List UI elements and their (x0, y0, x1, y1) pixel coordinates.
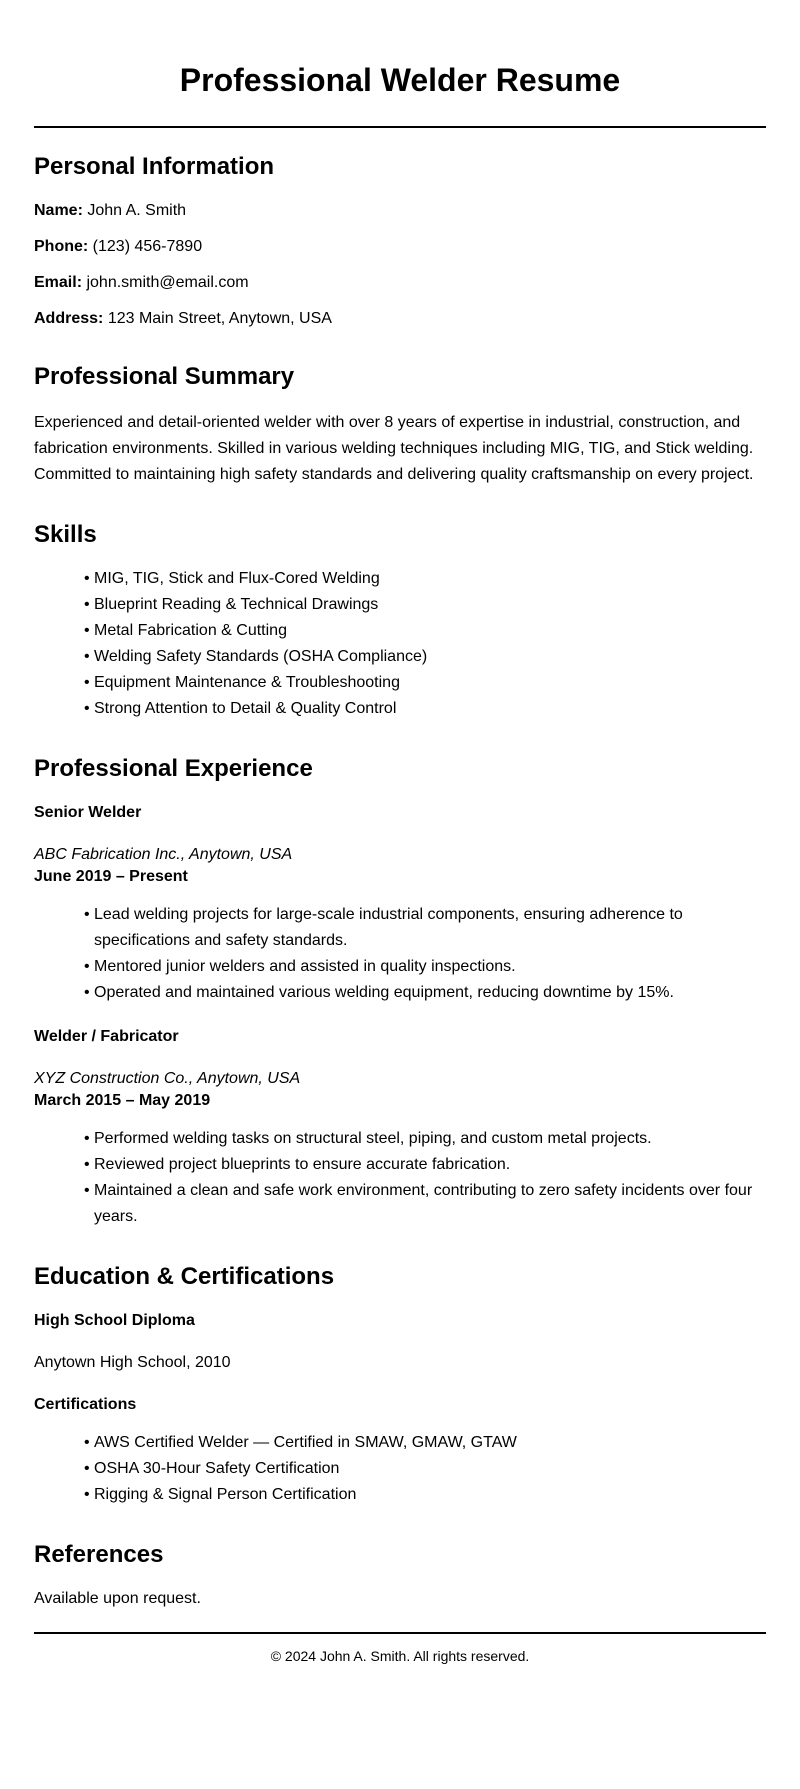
professional-experience-section (34, 754, 766, 1230)
job-title: Welder / Fabricator (34, 1028, 179, 1045)
references-text: Available upon request. (34, 1590, 201, 1607)
skills-heading: Skills (34, 521, 97, 548)
skills-list (34, 566, 766, 722)
certifications-list (34, 1430, 766, 1508)
skill-item: • MIG, TIG, Stick and Flux-Cored Welding (84, 566, 766, 592)
job-duties-list (34, 1126, 766, 1230)
job-entry (34, 802, 766, 1006)
skills-section (34, 520, 766, 722)
references-heading: References (34, 1541, 164, 1568)
skill-item: • Blueprint Reading & Technical Drawings (84, 592, 766, 618)
education-section (34, 1262, 766, 1508)
footer-divider (34, 1632, 766, 1634)
footer-copyright: © 2024 John A. Smith. All rights reserved. (270, 1648, 530, 1664)
job-duty-item: • Reviewed project blueprints to ensure accurate fabrication. (84, 1152, 766, 1178)
address-field (34, 308, 766, 330)
job-duty-item: • Mentored junior welders and assisted in quality inspections. (84, 954, 766, 980)
address-label: Address: (34, 310, 104, 327)
header-divider (34, 126, 766, 128)
name-field (34, 200, 766, 222)
job-duties-list (34, 902, 766, 1006)
education-heading: Education & Certifications (34, 1263, 335, 1290)
job-company: XYZ Construction Co., Anytown, USA (34, 1070, 301, 1087)
certification-item: • AWS Certified Welder — Certified in SMAW, GMAW, GTAW (84, 1430, 766, 1456)
personal-information-heading: Personal Information (34, 153, 275, 180)
references-section (34, 1540, 766, 1610)
diploma-heading: High School Diploma (34, 1312, 195, 1329)
job-duty-item: • Maintained a clean and safe work environment, contributing to zero safety incidents over four years. (84, 1178, 766, 1230)
certification-item: • OSHA 30-Hour Safety Certification (84, 1456, 766, 1482)
diploma-detail: Anytown High School, 2010 (34, 1354, 231, 1371)
name-value: John A. Smith (87, 202, 187, 219)
page-title: Professional Welder Resume (179, 62, 621, 98)
email-label: Email: (34, 274, 83, 291)
skill-item: • Welding Safety Standards (OSHA Compliance) (84, 644, 766, 670)
personal-information-section (34, 152, 766, 330)
resume-page (34, 0, 766, 1666)
professional-experience-heading: Professional Experience (34, 755, 313, 782)
email-field (34, 272, 766, 294)
job-title: Senior Welder (34, 804, 142, 821)
summary-text: Experienced and detail-oriented welder with over 8 years of expertise in industrial, construction, and fabrication environments. Skilled in various welding techniques including MIG, TIG, and Stick welding. Committed to maintaining high safety standards and delivering quality craftsmanship on every project. (34, 414, 754, 483)
job-dates: March 2015 – May 2019 (34, 1092, 211, 1109)
job-duty-item: • Lead welding projects for large-scale industrial components, ensuring adherence to specifications and safety standards. (84, 902, 766, 954)
skill-item: • Equipment Maintenance & Troubleshooting (84, 670, 766, 696)
professional-summary-heading: Professional Summary (34, 363, 295, 390)
job-duty-item: • Operated and maintained various welding equipment, reducing downtime by 15%. (84, 980, 766, 1006)
job-duty-item: • Performed welding tasks on structural steel, piping, and custom metal projects. (84, 1126, 766, 1152)
phone-label: Phone: (34, 238, 89, 255)
job-company: ABC Fabrication Inc., Anytown, USA (34, 846, 293, 863)
certifications-heading: Certifications (34, 1396, 137, 1413)
professional-summary-section (34, 362, 766, 488)
email-value: john.smith@email.com (86, 274, 249, 291)
skill-item: • Strong Attention to Detail & Quality Control (84, 696, 766, 722)
phone-field (34, 236, 766, 258)
job-entry (34, 1026, 766, 1230)
phone-value: (123) 456-7890 (92, 238, 203, 255)
skill-item: • Metal Fabrication & Cutting (84, 618, 766, 644)
certification-item: • Rigging & Signal Person Certification (84, 1482, 766, 1508)
job-dates: June 2019 – Present (34, 868, 188, 885)
address-value: 123 Main Street, Anytown, USA (107, 310, 332, 327)
name-label: Name: (34, 202, 83, 219)
